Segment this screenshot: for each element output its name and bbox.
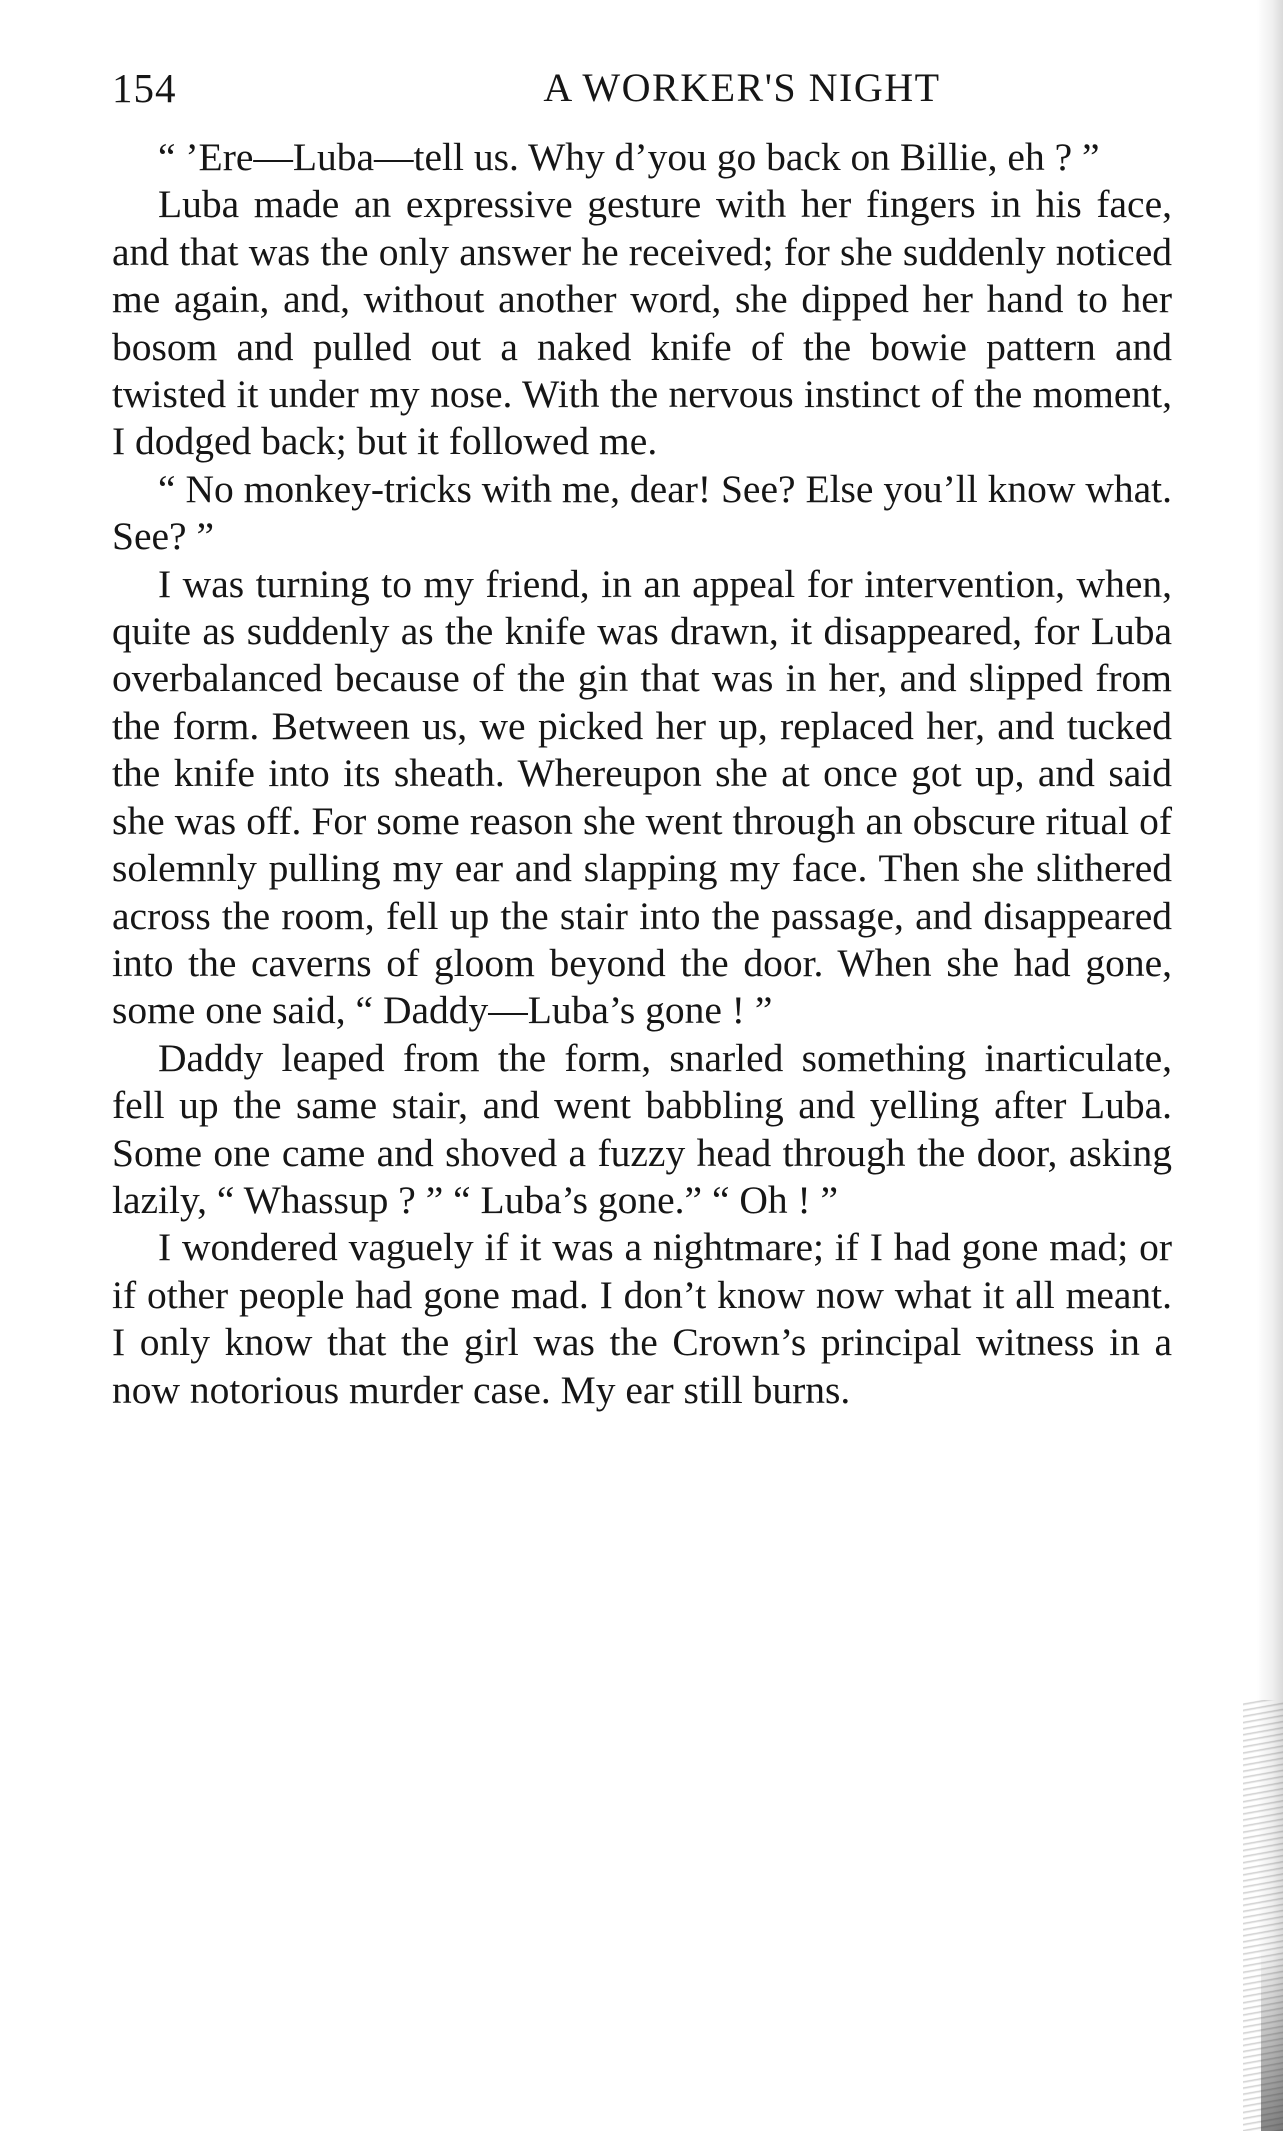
paragraph-6: I wondered vaguely if it was a nightmare; if I had gone mad; or if other people had gone mad. I don’t know now what it all meant. I only know that the girl was the Crown’s principal witness in a now notorious murder case. My ear still burns. xyxy=(112,1225,1172,1412)
running-title: A WORKER'S NIGHT xyxy=(543,65,941,110)
paragraph-1: “ ’Ere—Luba—tell us. Why d’you go back on Billie, eh ? ” xyxy=(158,135,1100,179)
running-head xyxy=(112,58,1172,118)
body-text xyxy=(112,134,1172,1414)
paragraph-2: Luba made an expressive gesture with her fingers in his face, and that was the only answer he received; for she suddenly noticed me again, and, without another word, she dipped her hand to her bosom and pulled out a naked knife of the bowie pattern and twisted it under my nose. With the nervous instinct of the moment, I dodged back; but it followed me. xyxy=(112,182,1172,464)
scan-edge-dark-corner xyxy=(1261,1950,1283,2131)
page-number: 154 xyxy=(112,65,177,111)
paragraph-4: I was turning to my friend, in an appeal for intervention, when, quite as suddenly as the knife was drawn, it disappeared, for Luba overbalanced because of the gin that was in her, and slipped from the form. Between us, we picked her up, replaced her, and tucked the knife into its sheath. Whereupon she at once got up, and said she was off. For some reason she went through an obscure ritual of solemnly pulling my ear and slapping my face. Then she slithered across the room, fell up the stair into the passage, and disappeared into the caverns of gloom beyond the door. When she had gone, some one said, “ Daddy—Luba’s gone ! ” xyxy=(112,561,1172,1033)
paragraph-5: Daddy leaped from the form, snarled something inarticulate, fell up the same stair, and went babbling and yelling after Luba. Some one came and shoved a fuzzy head through the door, asking lazily, “ Whassup ? ” “ Luba’s gone.” “ Oh ! ” xyxy=(112,1035,1172,1222)
paragraph-3: “ No monkey-tricks with me, dear! See? Else you’ll know what. See? ” xyxy=(112,466,1172,559)
